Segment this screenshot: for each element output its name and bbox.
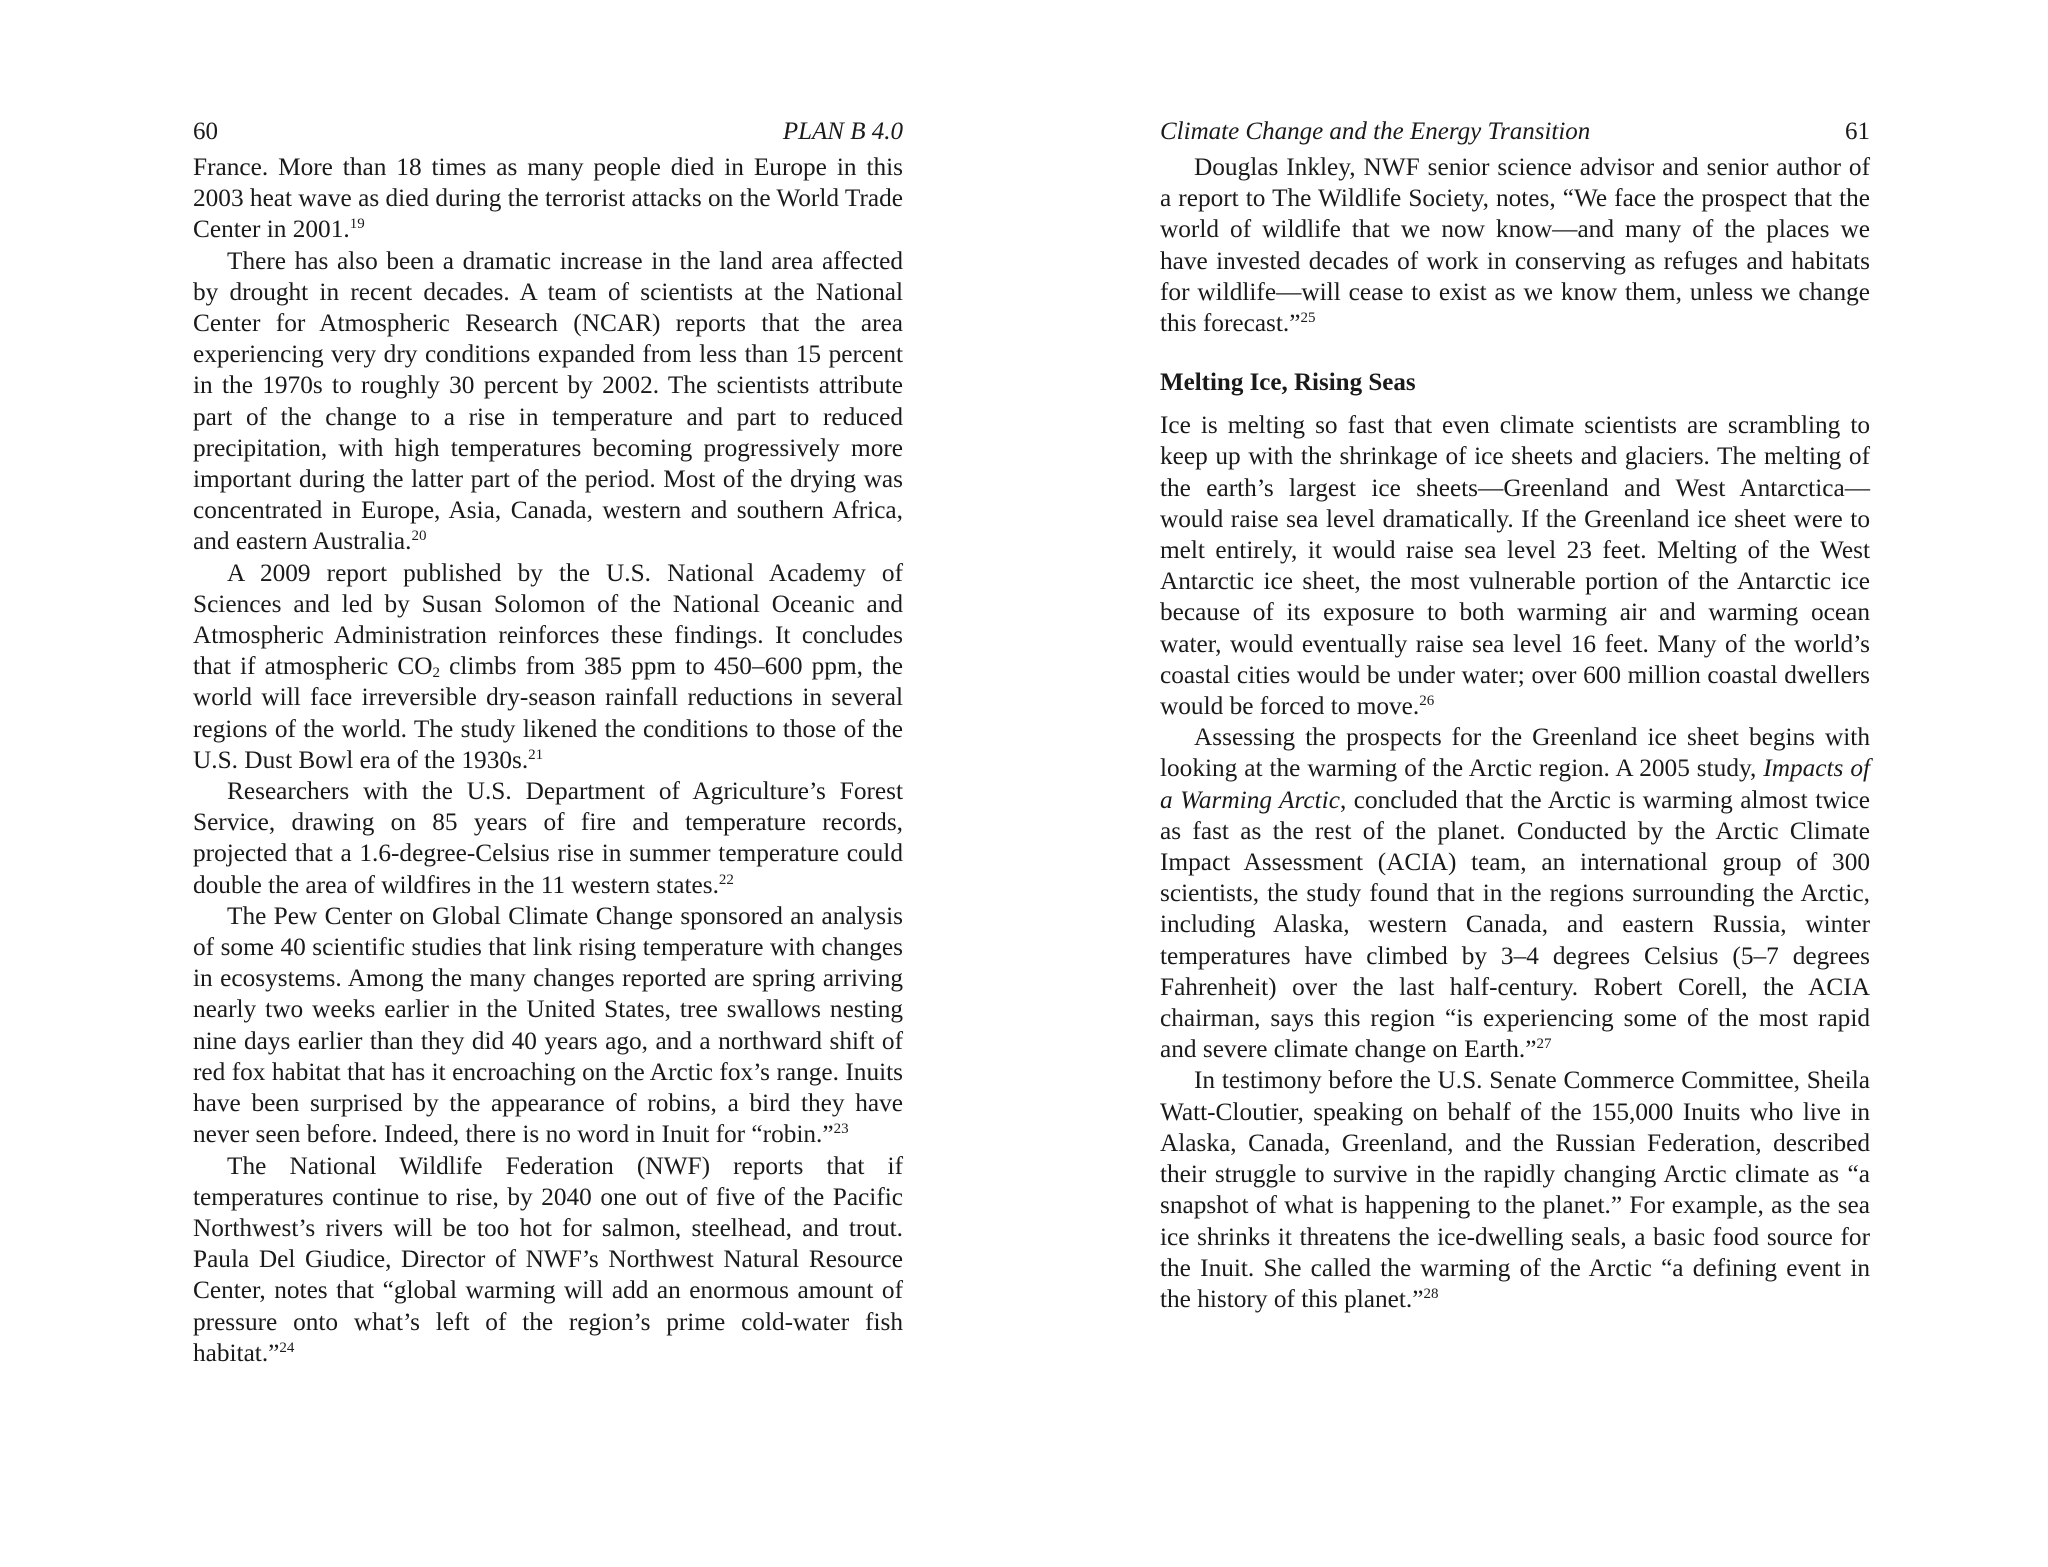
footnote-ref: 20 xyxy=(411,528,427,545)
footnote-ref: 23 xyxy=(833,1121,849,1138)
subscript: 2 xyxy=(432,665,441,682)
footnote-ref: 25 xyxy=(1300,310,1316,327)
paragraph: Douglas Inkley, NWF senior science advisor and senior author of a report to The Wildlife Society, notes, “We face the prospect that the world of wildlife that we now know—and many of the places we have invested decades of work in conserving as refuges and habitats for wildlife—will cease to exist as we know them, unless we change this forecast.”$^{25}$ xyxy=(1160,153,1870,338)
running-head xyxy=(1160,112,1870,152)
footnote-ref: 21 xyxy=(528,746,544,763)
page-number: 61 xyxy=(1845,118,1870,145)
right-page xyxy=(1160,0,1870,1315)
paragraph: In testimony before the U.S. Senate Commerce Committee, Sheila Watt-Cloutier, speaking on behalf of the 155,000 Inuits who live in Alaska, Canada, Greenland, and the Russian Federation, described their struggle to survive in the rapidly changing Arctic climate as “a snapshot of what is happening to the planet.” For example, as the sea ice shrinks it threatens the ice-dwelling seals, a basic food source for the Inuit. She called the warming of the Arctic “a defining event in the history of this planet.”$^{28}$ xyxy=(1160,1066,1870,1313)
running-title: Climate Change and the Energy Transition xyxy=(1160,118,1591,145)
footnote-ref: 19 xyxy=(349,216,365,233)
paragraph: There has also been a dramatic increase in the land area affected by drought in recent decades. A team of scientists at the National Center for Atmospheric Research (NCAR) reports that the area experiencing very dry conditions expanded from less than 15 percent in the 1970s to roughly 30 percent by 2002. The scientists attribute part of the change to a rise in temperature and part to reduced precipitation, with high temperatures becoming progressively more important during the latter part of the period. Most of the drying was concentrated in Europe, Asia, Canada, western and southern Africa, and eastern Australia.$^{20}$ xyxy=(193,246,903,556)
paragraph: France. More than 18 times as many people died in Europe in this 2003 heat wave as died during the terrorist attacks on the World Trade Center in 2001.19 xyxy=(193,153,903,244)
footnote-ref: 28 xyxy=(1423,1285,1439,1302)
paragraph: A 2009 report published by the U.S. National Academy of Sciences and led by Susan Solomon of the National Oceanic and Atmospheric Administration reinforces these findings. It concludes that if atmospheric CO2 climbs from 385 ppm to 450–600 ppm, the world will face irreversible dry-season rainfall reductions in several regions of the world. The study likened the conditions to those of the U.S. Dust Bowl era of the 1930s.$^{21}$ xyxy=(193,558,903,774)
footnote-ref: 27 xyxy=(1536,1036,1552,1053)
body-text xyxy=(193,152,903,1369)
section-heading: Melting Ice, Rising Seas xyxy=(1160,369,1416,397)
page-number: 60 xyxy=(193,118,218,145)
paragraph: The National Wildlife Federation (NWF) reports that if temperatures continue to rise, by 2040 one out of five of the Pacific Northwest’s rivers will be too hot for salmon, steelhead, and trout. Paula Del Giudice, Director of NWF’s Northwest Natural Resource Center, notes that “global warming will add an enormous amount of pressure onto what’s left of the region’s prime cold-water fish habitat.”$^{24}$ xyxy=(193,1151,903,1367)
paragraph: Researchers with the U.S. Department of Agriculture’s Forest Service, drawing on 85 years of fire and temperature records, projected that a 1.6-degree-Celsius rise in summer temperature could double the area of wildfires in the 11 western states.$^{22}$ xyxy=(193,777,903,899)
paragraph: The Pew Center on Global Climate Change sponsored an analysis of some 40 scientific studies that link rising temperature with changes in ecosystems. Among the many changes reported are spring arriving nearly two weeks earlier in the United States, tree swallows nesting nine days earlier than they did 40 years ago, and a northward shift of red fox habitat that has it encroaching on the Arctic fox’s range. Inuits have been surprised by the appearance of robins, a bird they have never seen before. Indeed, there is no word in Inuit for “robin.”$^{23}$ xyxy=(193,901,903,1149)
study-title: Impacts of a Warming Arctic xyxy=(1160,754,1870,814)
body-text xyxy=(1160,152,1870,1315)
footnote-ref: 22 xyxy=(718,871,734,888)
left-page xyxy=(193,0,903,1369)
paragraph: Ice is melting so fast that even climate scientists are scrambling to keep up with the shrinkage of ice sheets and glaciers. The melting of the earth’s largest ice sheets—Greenland and West Antarctica—would raise sea level dramatically. If the Greenland ice sheet were to melt entirely, it would raise sea level 23 feet. Melting of the West Antarctic ice sheet, the most vulnerable portion of the Antarctic ice because of its exposure to both warming air and warming ocean water, would eventually raise sea level 16 feet. Many of the world’s coastal cities would be under water; over 600 million coastal dwellers would be forced to move.$^{26}$ xyxy=(1160,411,1870,721)
running-head xyxy=(193,112,903,152)
paragraph: Assessing the prospects for the Greenland ice sheet begins with looking at the warming of the Arctic region. A 2005 study, Impacts of a Warming Arctic, concluded that the Arctic is warming almost twice as fast as the rest of the planet. Conducted by the Arctic Climate Impact Assessment (ACIA) team, an international group of 300 scientists, the study found that in the regions surrounding the Arctic, including Alaska, western Canada, and eastern Russia, winter temperatures have climbed by 3–4 degrees Celsius (5–7 degrees Fahrenheit) over the last half-century. Robert Corell, the ACIA chairman, says this region “is experiencing some of the most rapid and severe climate change on Earth.”$^{27}$ xyxy=(1160,723,1870,1064)
footnote-ref: 24 xyxy=(279,1339,295,1356)
running-title: PLAN B 4.0 xyxy=(782,118,903,145)
footnote-ref: 26 xyxy=(1419,693,1435,710)
